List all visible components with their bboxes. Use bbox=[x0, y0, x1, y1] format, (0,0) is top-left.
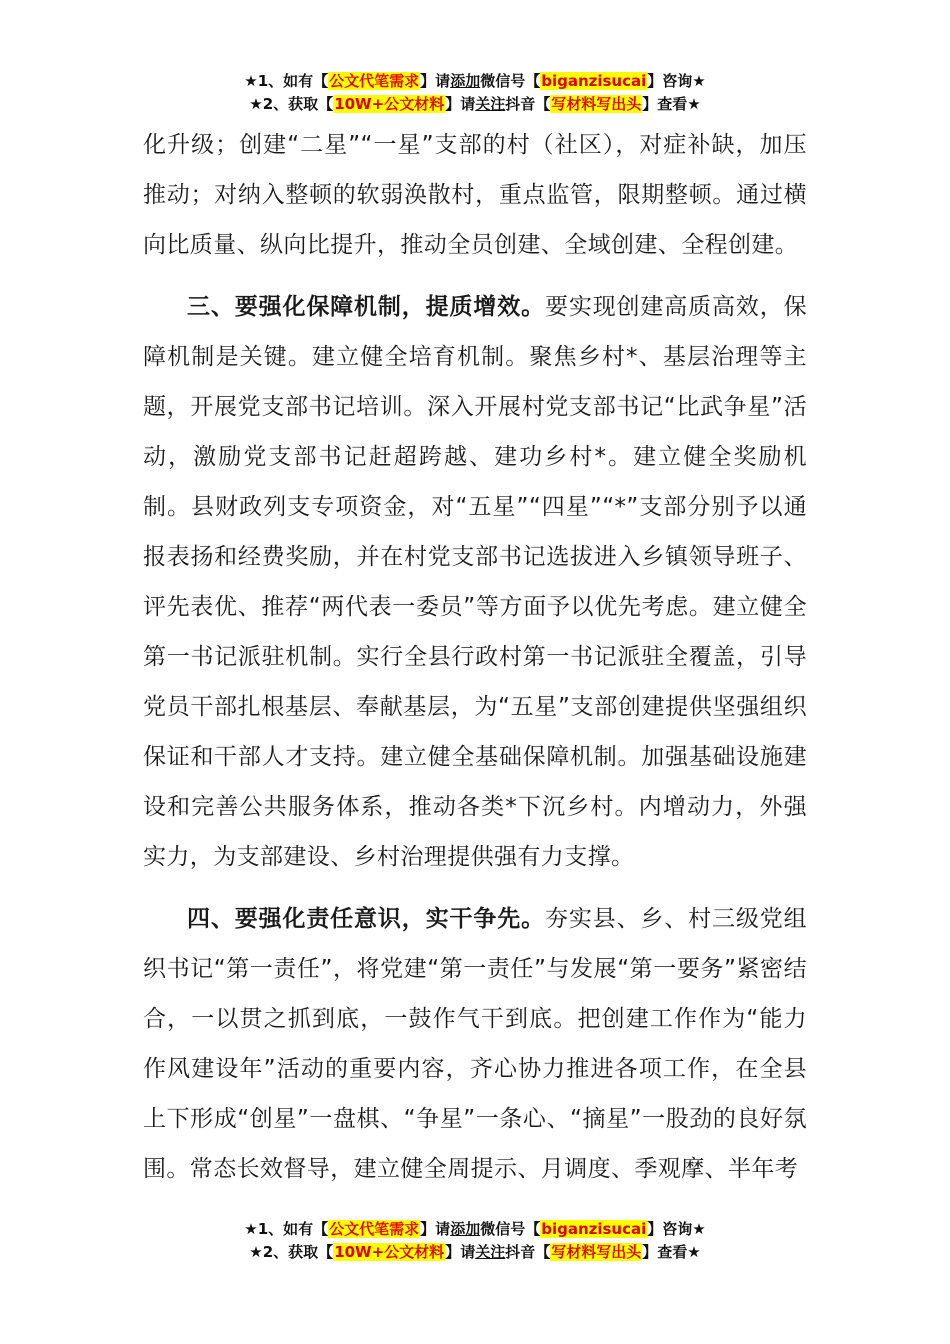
header-banner bbox=[0, 70, 950, 116]
banner-text: 】请 bbox=[420, 72, 451, 90]
banner-text: 】咨询★ bbox=[647, 1220, 706, 1238]
banner-text: 微信号【 bbox=[480, 72, 541, 90]
banner-text: 】查看★ bbox=[642, 1243, 701, 1261]
banner-text: 】请 bbox=[445, 95, 476, 113]
paragraph bbox=[143, 894, 807, 1194]
paragraph bbox=[143, 282, 807, 882]
banner-text: 添加 bbox=[450, 1220, 481, 1238]
banner-line-2 bbox=[0, 93, 950, 116]
section-heading: 三、要强化保障机制，提质增效。 bbox=[187, 294, 545, 320]
banner-text: ★1、如有【 bbox=[244, 72, 329, 90]
banner-text: ★2、获取【 bbox=[249, 95, 334, 113]
banner-text: 微信号【 bbox=[480, 1220, 541, 1238]
highlight-text: biganzisucai bbox=[541, 72, 647, 90]
section-heading: 四、要强化责任意识，实干争先。 bbox=[187, 906, 545, 932]
banner-text: ★1、如有【 bbox=[244, 1220, 329, 1238]
banner-text: 】咨询★ bbox=[647, 72, 706, 90]
highlight-text: biganzisucai bbox=[541, 1220, 647, 1238]
paragraph-text: 夯实县、乡、村三级党组织书记“第一责任”，将党建“第一责任”与发展“第一要务”紧密结合，一以贯之抓到底，一鼓作气干到底。把创建工作作为“能力作风建设年”活动的重要内容，齐心协力推进各项工作，在全县上下形成“创星”一盘棋、“争星”一条心、“摘星”一股劲的良好氛围。常态长效督导，建立健全周提示、月调度、季观摩、半年考 bbox=[143, 906, 808, 1182]
banner-text: 】请 bbox=[445, 1243, 476, 1261]
banner-text: 添加 bbox=[450, 72, 481, 90]
document-body bbox=[143, 120, 807, 1194]
highlight-text: 10W+公文材料 bbox=[334, 95, 445, 113]
paragraph: 化升级；创建“二星”“一星”支部的村（社区），对症补缺，加压推动；对纳入整顿的软弱涣散村，重点监管，限期整顿。通过横向比质量、纵向比提升，推动全员创建、全域创建、全程创建。 bbox=[143, 132, 807, 258]
highlight-text: 公文代笔需求 bbox=[329, 1220, 420, 1238]
banner-line-1 bbox=[0, 70, 950, 93]
banner-text: 抖音【 bbox=[505, 1243, 551, 1261]
paragraph-text: 要实现创建高质高效，保障机制是关键。建立健全培育机制。聚焦乡村*、基层治理等主题，开展党支部书记培训。深入开展村党支部书记“比武争星”活动，激励党支部书记赶超跨越、建功乡村*。建立健全奖励机制。县财政列支专项资金，对“五星”“四星”“*”支部分别予以通报表扬和经费奖励，并在村党支部书记选拔进入乡镇领导班子、评先表优、推荐“两代表一委员”等方面予以优先考虑。建立健全第一书记派驻机制。实行全县行政村第一书记派驻全覆盖，引导党员干部扎根基层、奉献基层，为“五星”支部创建提供坚强组织保证和干部人才支持。建立健全基础保障机制。加强基础设施建设和完善公共服务体系，推动各类*下沉乡村。内增动力，外强实力，为支部建设、乡村治理提供强有力支撑。 bbox=[143, 294, 808, 870]
banner-line-2 bbox=[0, 1241, 950, 1264]
highlight-text: 10W+公文材料 bbox=[334, 1243, 445, 1261]
banner-text: ★2、获取【 bbox=[249, 1243, 334, 1261]
banner-text: 关注 bbox=[475, 1243, 506, 1261]
banner-text: 抖音【 bbox=[505, 95, 551, 113]
banner-text: 关注 bbox=[475, 95, 506, 113]
banner-text: 】查看★ bbox=[642, 95, 701, 113]
highlight-text: 写材料写出头 bbox=[551, 95, 642, 113]
highlight-text: 写材料写出头 bbox=[551, 1243, 642, 1261]
highlight-text: 公文代笔需求 bbox=[329, 72, 420, 90]
banner-text: 】请 bbox=[420, 1220, 451, 1238]
footer-banner bbox=[0, 1218, 950, 1264]
banner-line-1 bbox=[0, 1218, 950, 1241]
